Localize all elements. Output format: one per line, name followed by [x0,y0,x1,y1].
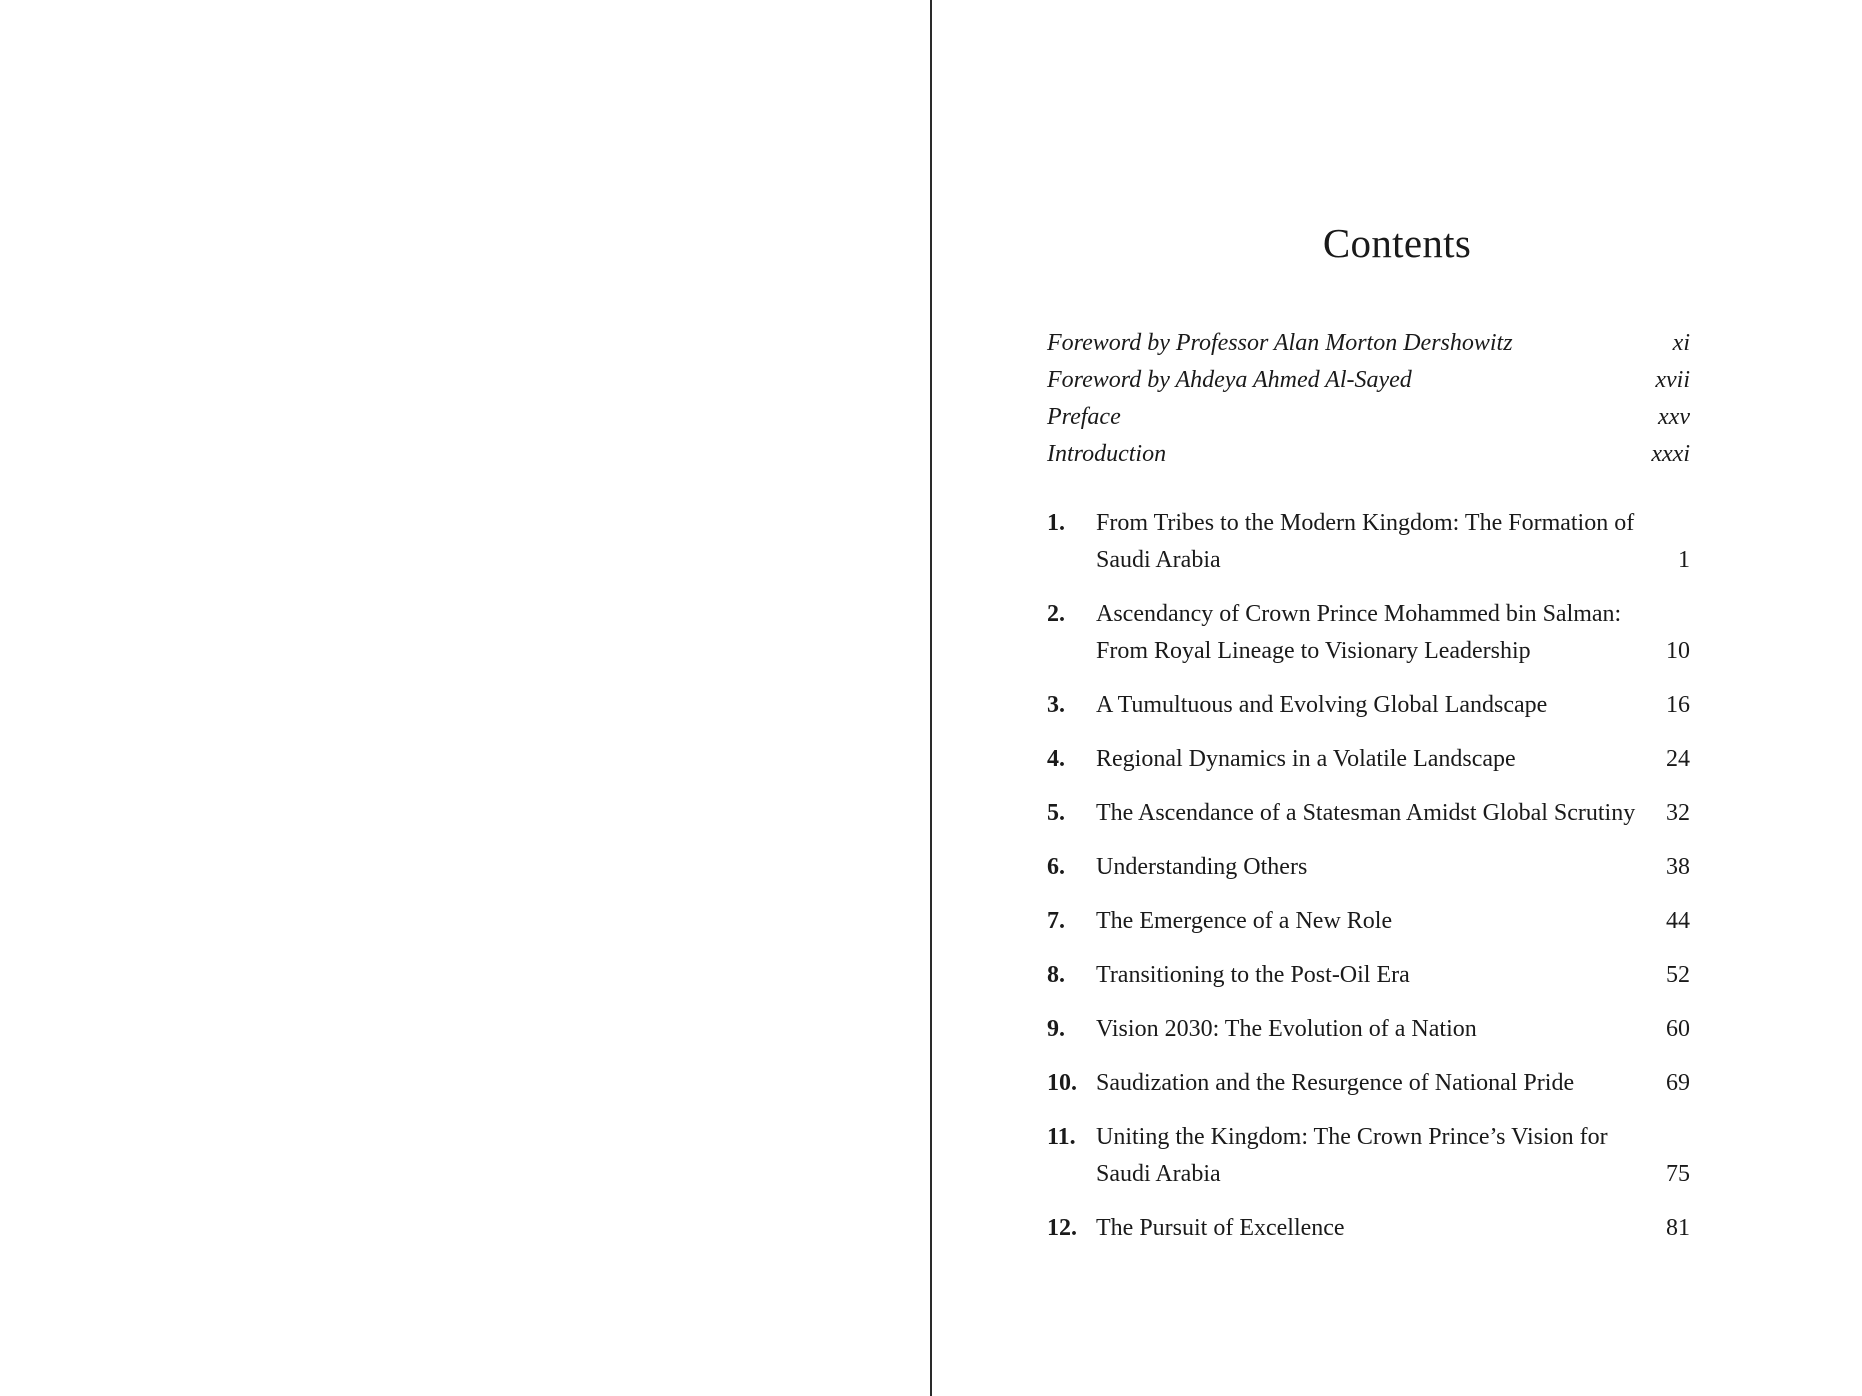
chapter-page: 69 [1666,1070,1690,1096]
chapter-page: 38 [1666,854,1690,880]
chapter-page: 16 [1666,692,1690,718]
toc-chapter-item [1047,849,1690,886]
chapter-title: Understanding Others [1096,854,1308,880]
chapter-page: 52 [1666,962,1690,988]
chapter-title: Ascendancy of Crown Prince Mohammed bin Salman: From Royal Lineage to Visionary Leadership [1096,601,1622,664]
toc-chapter-item [1047,1011,1690,1048]
toc-front-matter-item [1047,362,1690,399]
chapter-page: 10 [1666,638,1690,664]
toc-chapter-item [1047,1119,1690,1193]
toc-entry-title: Introduction [1047,441,1167,467]
chapter-number: 9. [1047,1016,1065,1042]
chapter-number: 8. [1047,962,1065,988]
chapter-title: A Tumultuous and Evolving Global Landscape [1096,692,1548,718]
chapter-title: Regional Dynamics in a Volatile Landscape [1096,746,1516,772]
chapter-page: 60 [1666,1016,1690,1042]
chapter-page: 44 [1666,908,1690,934]
toc-entry-title: Foreword by Professor Alan Morton Dershowitz [1047,330,1513,356]
chapter-number: 7. [1047,908,1065,934]
chapter-page: 81 [1666,1215,1690,1241]
table-of-contents [1047,325,1690,1264]
chapter-number: 4. [1047,746,1065,772]
toc-chapter-item [1047,1210,1690,1247]
toc-chapter-item [1047,1065,1690,1102]
chapter-number: 12. [1047,1215,1077,1241]
toc-chapter-list [1047,505,1690,1247]
chapter-title: Saudization and the Resurgence of National Pride [1096,1070,1575,1096]
chapter-title: Vision 2030: The Evolution of a Nation [1096,1016,1477,1042]
toc-entry-title: Foreword by Ahdeya Ahmed Al-Sayed [1047,367,1412,393]
toc-entry-page: xxv [1658,404,1690,430]
toc-chapter-item [1047,596,1690,670]
toc-chapter-item [1047,795,1690,832]
chapter-page: 24 [1666,746,1690,772]
chapter-number: 10. [1047,1070,1077,1096]
toc-entry-page: xxxi [1651,441,1690,467]
toc-front-matter-item [1047,436,1690,473]
toc-entry-page: xi [1672,330,1690,356]
chapter-number: 3. [1047,692,1065,718]
chapter-title: Uniting the Kingdom: The Crown Prince’s Vision for Saudi Arabia [1096,1124,1608,1187]
toc-chapter-item [1047,741,1690,778]
chapter-title: Transitioning to the Post-Oil Era [1096,962,1410,988]
chapter-title: The Emergence of a New Role [1096,908,1393,934]
chapter-title: From Tribes to the Modern Kingdom: The Formation of Saudi Arabia [1096,510,1635,573]
chapter-page: 75 [1666,1161,1690,1187]
chapter-number: 1. [1047,510,1065,536]
chapter-title: The Ascendance of a Statesman Amidst Global Scrutiny [1096,800,1636,826]
toc-chapter-item [1047,505,1690,579]
toc-chapter-item [1047,903,1690,940]
toc-front-matter-item [1047,325,1690,362]
chapter-number: 5. [1047,800,1065,826]
chapter-page: 32 [1666,800,1690,826]
chapter-page: 1 [1678,547,1690,573]
toc-chapter-item [1047,687,1690,724]
chapter-title: The Pursuit of Excellence [1096,1215,1345,1241]
left-page-blank [0,0,930,1396]
chapter-number: 6. [1047,854,1065,880]
toc-front-matter-item [1047,399,1690,436]
contents-heading: Contents [1322,220,1472,266]
toc-entry-title: Preface [1047,404,1121,430]
chapter-number: 11. [1047,1124,1076,1150]
right-page [932,0,1862,1396]
chapter-number: 2. [1047,601,1065,627]
toc-chapter-item [1047,957,1690,994]
toc-entry-page: xvii [1655,367,1690,393]
